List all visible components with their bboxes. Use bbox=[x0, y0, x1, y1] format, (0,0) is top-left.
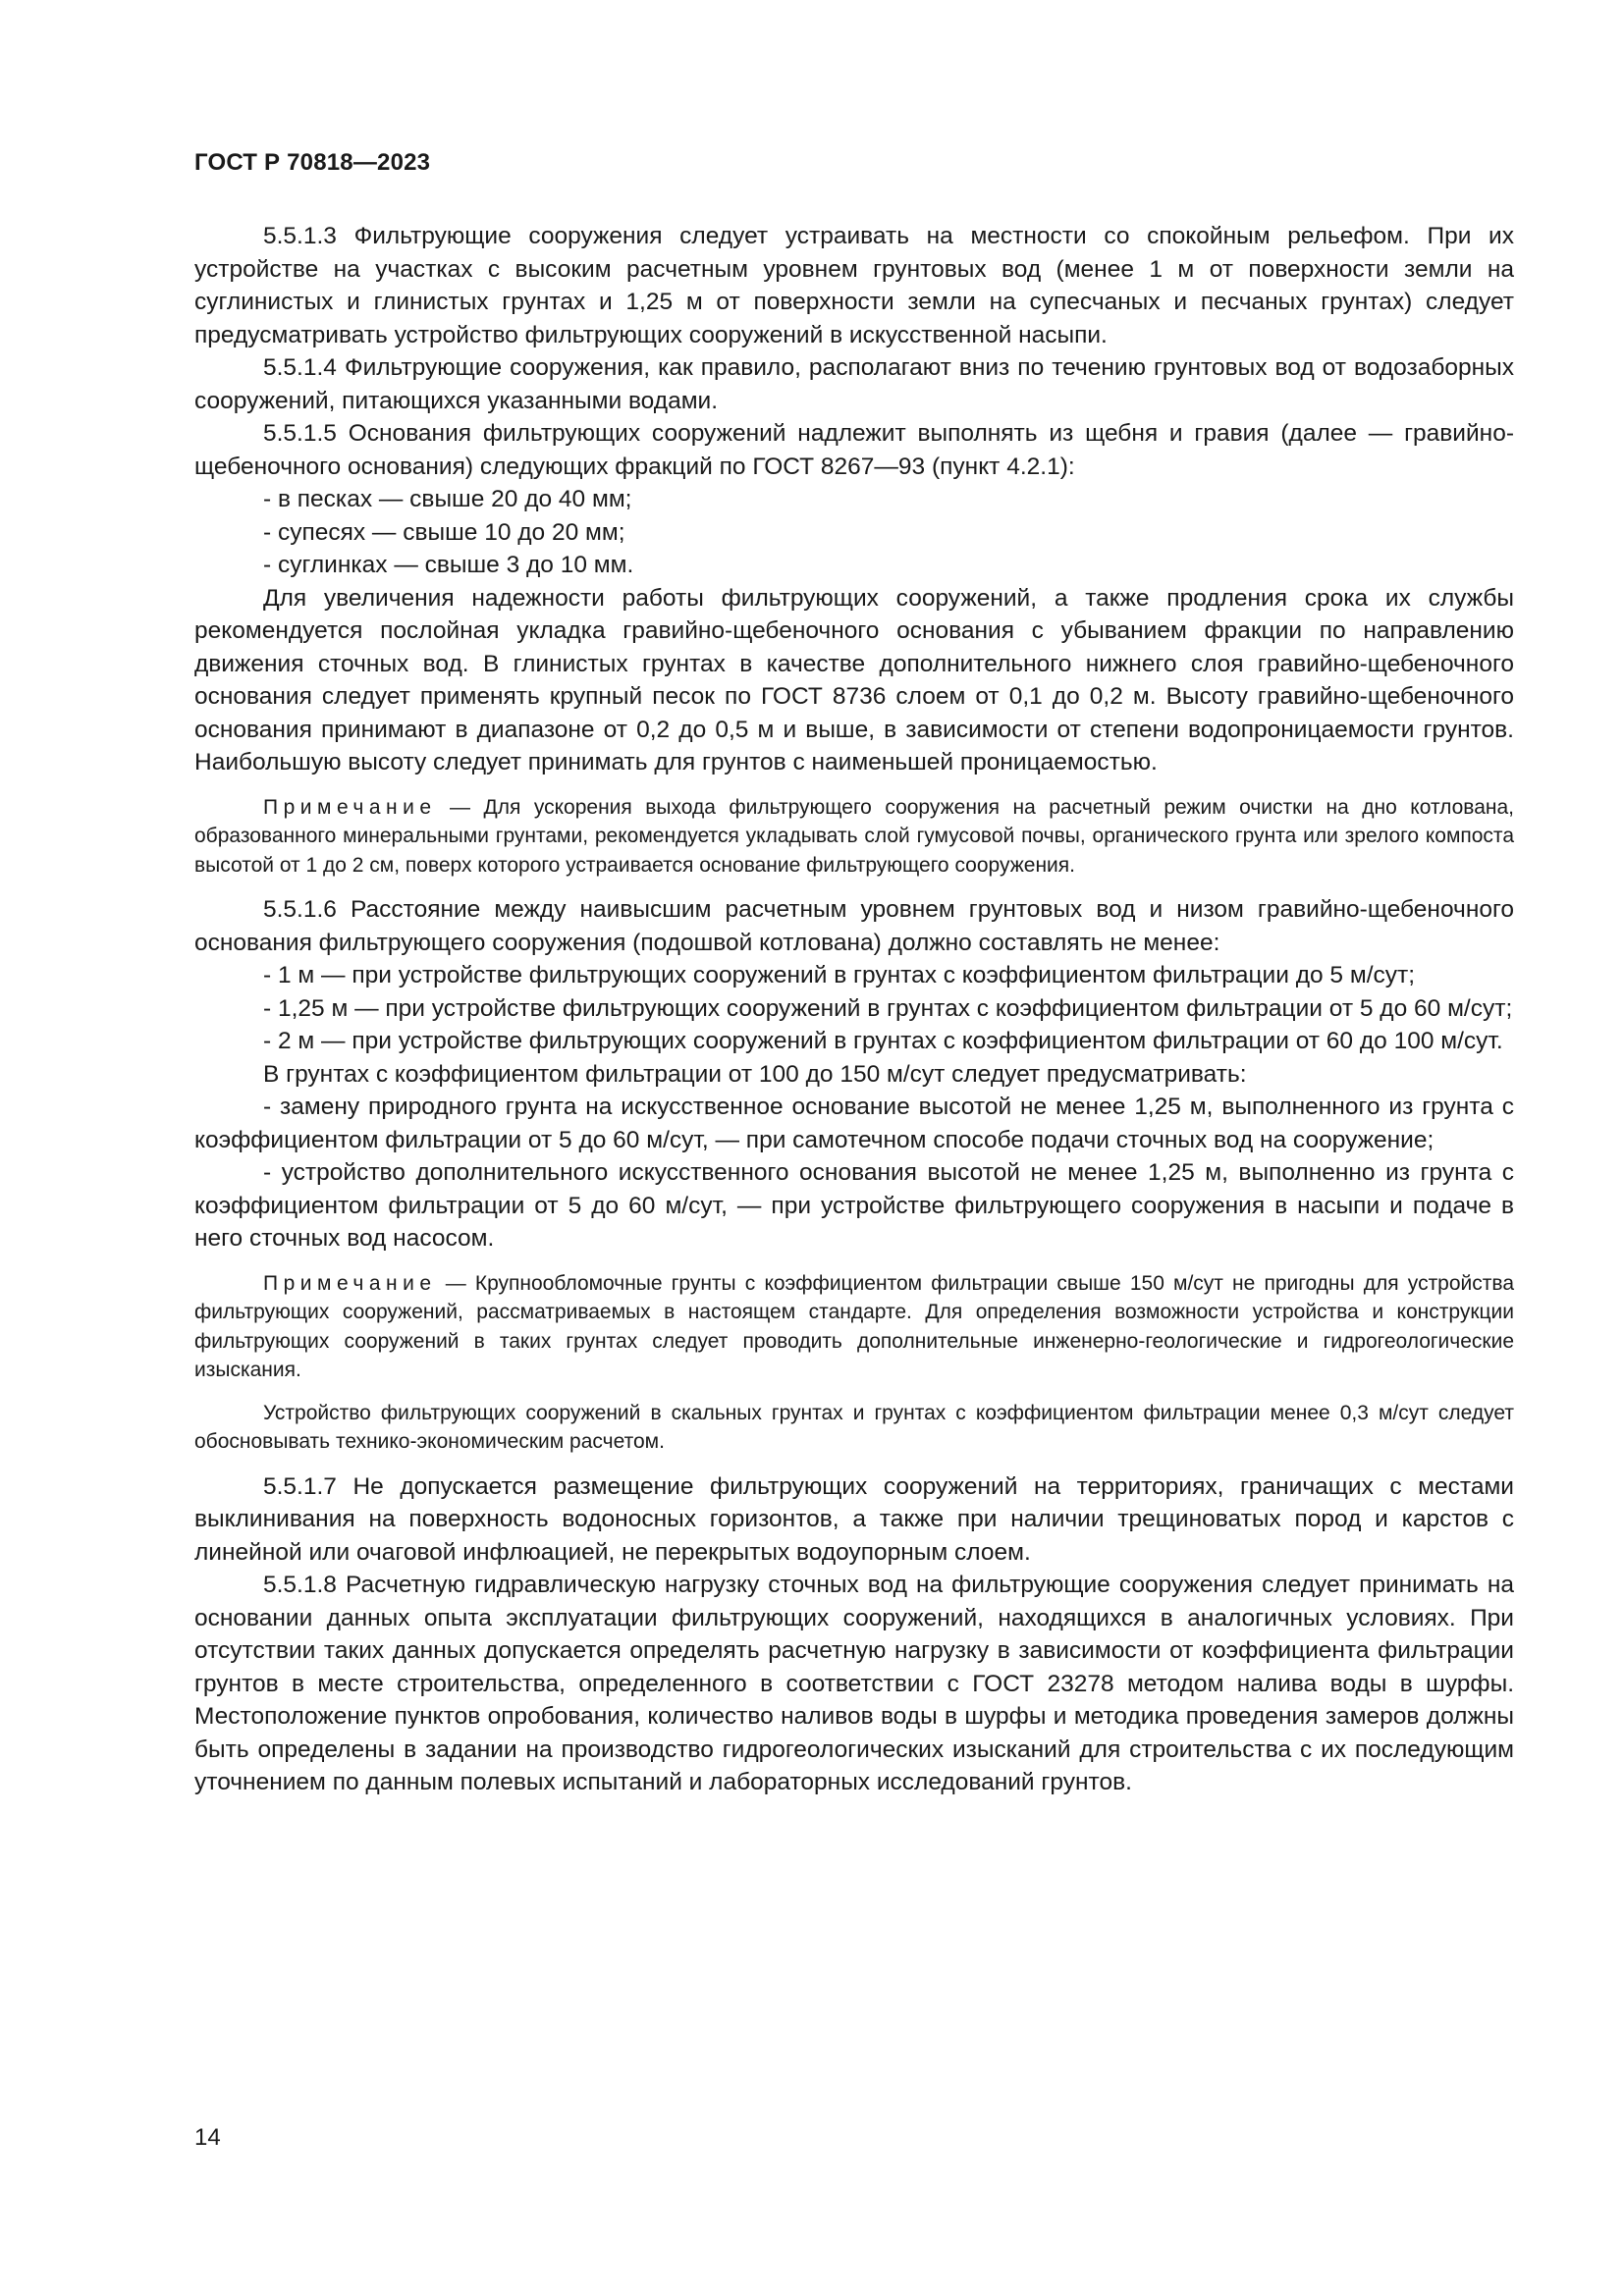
note-text: — Крупнообломочные грунты с коэффициентом фильтрации свыше 150 м/сут не пригодны для устройства фильтрующих сооружений, рассматриваемых в настоящем стандарте. Для определения возможности устройства и конструкции фильтрующих сооружений в таких грунтах следует проводить дополнительные инженерно-геологические и гидрогеологические изыскания. bbox=[194, 1271, 1514, 1381]
list-item: - супесях — свыше 10 до 20 мм; bbox=[263, 518, 625, 546]
document-header: ГОСТ Р 70818—2023 bbox=[194, 149, 431, 176]
soils-paragraph: В грунтах с коэффициентом фильтрации от 100 до 150 м/сут следует предусматривать: bbox=[263, 1060, 1247, 1088]
list-item: - устройство дополнительного искусственного основания высотой не менее 1,25 м, выполненно из грунта с коэффициентом фильтрации от 5 до 60 м/сут, — при устройстве фильтрующего сооружения в насыпи и подаче в него сточных вод насосом. bbox=[194, 1159, 1514, 1252]
page-number: 14 bbox=[194, 2124, 221, 2151]
reliability-paragraph: Для увеличения надежности работы фильтрующих сооружений, а также продления срока их службы рекомендуется послойная укладка гравийно-щебеночного основания с убыванием фракции по направлению движения сточных вод. В глинистых грунтах в качестве дополнительного нижнего слоя гравийно-щебеночного основания следует применять крупный песок по ГОСТ 8736 слоем от 0,1 до 0,2 м. Высоту гравийно-щебеночного основания принимают в диапазоне от 0,2 до 0,5 м и выше, в зависимости от степени водопроницаемости грунтов. Наибольшую высоту следует принимать для грунтов с наименьшей проницаемостью. bbox=[194, 584, 1514, 775]
note-2-continuation: Устройство фильтрующих сооружений в скальных грунтах и грунтах с коэффициентом фильтрации менее 0,3 м/сут следует обосновывать технико-экономическим расчетом. bbox=[194, 1401, 1514, 1453]
note-label: Примечание bbox=[263, 795, 437, 819]
clause-5-5-1-4: 5.5.1.4 Фильтрующие сооружения, как правило, располагают вниз по течению грунтовых вод от водозаборных сооружений, питающихся указанными водами. bbox=[194, 354, 1514, 414]
note-1 bbox=[194, 793, 1514, 881]
list-item: - 1,25 м — при устройстве фильтрующих сооружений в грунтах с коэффициентом фильтрации от 5 до 60 м/сут; bbox=[263, 994, 1513, 1022]
clause-5-5-1-8: 5.5.1.8 Расчетную гидравлическую нагрузку сточных вод на фильтрующие сооружения следует принимать на основании данных опыта эксплуатации фильтрующих сооружений, находящихся в аналогичных условиях. При отсутствии таких данных допускается определять расчетную нагрузку в зависимости от коэффициента фильтрации грунтов в месте строительства, определенного в соответствии с ГОСТ 23278 методом налива воды в шурфы. Местоположение пунктов опробования, количество наливов воды в шурфы и методика проведения замеров должны быть определены в задании на производство гидрогеологических изысканий для строительства с их последующим уточнением по данным полевых испытаний и лабораторных исследований грунтов. bbox=[194, 1572, 1514, 1795]
page-content bbox=[194, 220, 1514, 1799]
list-item: - суглинках — свыше 3 до 10 мм. bbox=[263, 552, 634, 578]
clause-5-5-1-5: 5.5.1.5 Основания фильтрующих сооружений надлежит выполнять из щебня и гравия (далее — гравийно-щебеночного основания) следующих фракций по ГОСТ 8267—93 (пункт 4.2.1): bbox=[194, 420, 1514, 480]
list-item: - 2 м — при устройстве фильтрующих сооружений в грунтах с коэффициентом фильтрации от 60 до 100 м/сут. bbox=[263, 1028, 1503, 1054]
note-2 bbox=[194, 1269, 1514, 1385]
note-text: — Для ускорения выхода фильтрующего сооружения на расчетный режим очистки на дно котлована, образованного минеральными грунтами, рекомендуется укладывать слой гумусовой почвы, органического грунта или зрелого компоста высотой от 1 до 2 см, поверх которого устраивается основание фильтрующего сооружения. bbox=[194, 795, 1514, 877]
clause-5-5-1-6: 5.5.1.6 Расстояние между наивысшим расчетным уровнем грунтовых вод и низом гравийно-щебеночного основания фильтрующего сооружения (подошвой котлована) должно составлять не менее: bbox=[194, 896, 1514, 956]
list-item: - в песках — свыше 20 до 40 мм; bbox=[263, 486, 632, 512]
list-item: - замену природного грунта на искусственное основание высотой не менее 1,25 м, выполненного из грунта с коэффициентом фильтрации от 5 до 60 м/сут, — при самотечном способе подачи сточных вод на сооружение; bbox=[194, 1094, 1514, 1153]
list-item: - 1 м — при устройстве фильтрующих сооружений в грунтах с коэффициентом фильтрации до 5 м/сут; bbox=[263, 962, 1416, 988]
note-label: Примечание bbox=[263, 1271, 437, 1295]
clause-5-5-1-3: 5.5.1.3 Фильтрующие сооружения следует устраивать на местности со спокойным рельефом. При их устройстве на участках с высоким расчетным уровнем грунтовых вод (менее 1 м от поверхности земли на суглинистых и глинистых грунтах и 1,25 м от поверхности земли на супесчаных и песчаных грунтах) следует предусматривать устройство фильтрующих сооружений в искусственной насыпи. bbox=[194, 223, 1514, 348]
clause-5-5-1-7: 5.5.1.7 Не допускается размещение фильтрующих сооружений на территориях, граничащих с местами выклинивания на поверхность водоносных горизонтов, а также при наличии трещиноватых пород и карстов с линейной или очаговой инфлюацией, не перекрытых водоупорным слоем. bbox=[194, 1472, 1514, 1566]
